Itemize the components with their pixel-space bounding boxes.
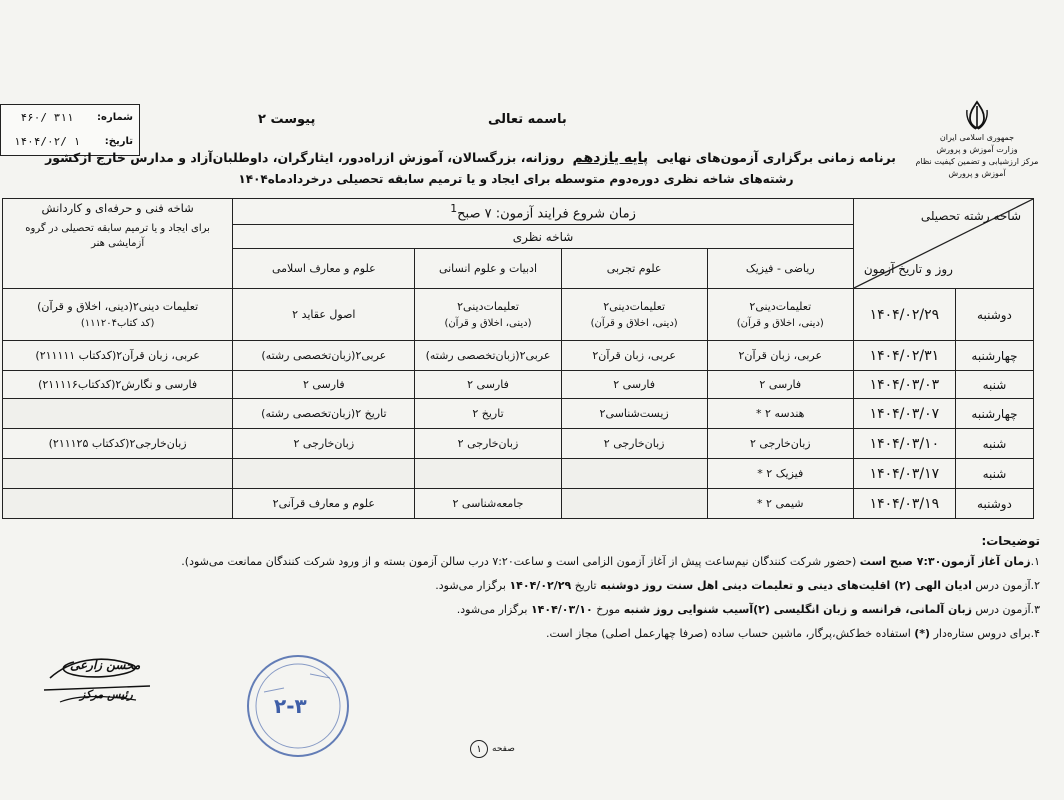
iran-emblem-icon (964, 100, 990, 130)
note-2-num: ۲. (1030, 579, 1040, 592)
note-3-a: آزمون درس (975, 603, 1031, 616)
signer-title: رئیس مرکز (80, 688, 133, 701)
date-label: تاریخ: (104, 135, 133, 147)
experimental-cell: عربی، زبان قرآن۲ (561, 341, 707, 371)
start-time-text: زمان شروع فرایند آزمون: ۷ صبح (457, 206, 636, 222)
signer-name: محسن زارعی (70, 658, 141, 672)
math-cell (707, 289, 853, 341)
date-cell: ۱۴۰۴/۰۳/۱۰ (853, 429, 955, 459)
math-cell: فیزیک ۲ * (707, 459, 853, 489)
math-subject: تعلیمات‌دینی۲ (749, 299, 812, 313)
note-4-a: برای دروس ستاره‌دار (933, 627, 1031, 640)
col-header-math: ریاضی - فیزیک (707, 249, 853, 289)
table-row (3, 289, 1034, 341)
literature-cell: عربی۲(زبان‌تخصصی رشته) (415, 341, 561, 371)
start-time-footnote: 1 (450, 201, 458, 215)
islamic-cell: فارسی ۲ (233, 371, 415, 399)
lit-subject-sub: (دینی، اخلاق و قرآن) (444, 317, 532, 329)
day-cell: شنبه (955, 429, 1033, 459)
note-2-d: ۱۴۰۴/۰۲/۲۹ (509, 579, 572, 592)
note-1 (60, 550, 1040, 574)
lit-subject: تعلیمات‌دینی۲ (457, 299, 519, 313)
date-value: ۱۴۰۴/۰۲/ ۱ (13, 134, 81, 148)
note-2-a: آزمون درس (975, 579, 1031, 592)
tech-cell (3, 459, 233, 489)
page-number (470, 740, 515, 758)
letter-number-box (0, 104, 140, 156)
diag-bottom-label: روز و تاریخ آزمون (863, 262, 953, 276)
date-cell: ۱۴۰۴/۰۳/۰۳ (853, 371, 955, 399)
title-before: برنامه زمانی برگزاری آزمون‌های نهایی (656, 150, 896, 165)
literature-cell (415, 459, 561, 489)
note-4-b: (*) (914, 627, 931, 640)
page-number-circle: ۱ (470, 740, 488, 758)
experimental-cell (561, 459, 707, 489)
note-3-num: ۳. (1030, 603, 1040, 616)
tech-cell (3, 489, 233, 519)
tech-branch-header (3, 199, 233, 289)
number-row (1, 105, 139, 129)
table-row (3, 429, 1034, 459)
islamic-cell: علوم و معارف قرآنی۲ (233, 489, 415, 519)
literature-cell: تاریخ ۲ (415, 399, 561, 429)
date-cell: ۱۴۰۴/۰۲/۲۹ (853, 289, 955, 341)
emblem-line-1: جمهوری اسلامی ایران (939, 133, 1015, 142)
tech-cell (3, 399, 233, 429)
note-1-num: ۱. (1030, 555, 1040, 568)
literature-cell: جامعه‌شناسی ۲ (415, 489, 561, 519)
attachment-label: پیوست ۲ (258, 112, 316, 127)
tech-cell: عربی، زبان قرآن۲(کدکتاب ۲۱۱۱۱۱) (3, 341, 233, 371)
math-cell: عربی، زبان قرآن۲ (707, 341, 853, 371)
emblem-line-2: وزارت آموزش و پرورش (936, 145, 1018, 154)
col-header-literature: ادبیات و علوم انسانی (415, 249, 561, 289)
literature-cell (415, 289, 561, 341)
note-3-d: ۱۴۰۴/۰۳/۱۰ (530, 603, 593, 616)
islamic-cell: زبان‌خارجی ۲ (233, 429, 415, 459)
date-cell: ۱۴۰۴/۰۳/۱۷ (853, 459, 955, 489)
day-cell: شنبه (955, 459, 1033, 489)
note-4-c: استفاده خط‌کش،پرگار، ماشین حساب ساده (صرفا چهارعمل اصلی) مجاز است. (545, 627, 911, 640)
math-cell: زبان‌خارجی ۲ (707, 429, 853, 459)
tech-subject-sub: (کد کتاب۱۱۱۲۰۴) (80, 317, 155, 329)
table-row (3, 341, 1034, 371)
date-cell: ۱۴۰۴/۰۳/۰۷ (853, 399, 955, 429)
islamic-cell: عربی۲(زبان‌تخصصی رشته) (233, 341, 415, 371)
note-1-rest: (حضور شرکت کنندگان نیم‌ساعت پیش از آغاز آزمون الزامی است و ساعت۷:۲۰ درب سالن آزمون بسته و از ورود شرکت کنندگان ممانعت می‌شود). (181, 555, 857, 568)
diag-top-label: شاخه رشته تحصیلی (920, 209, 1021, 223)
day-cell: چهارشنبه (955, 341, 1033, 371)
tech-subject: تعلیمات دینی۲(دینی، اخلاق و قرآن) (37, 299, 199, 313)
exp-subject-sub: (دینی، اخلاق و قرآن) (590, 317, 678, 329)
math-cell: شیمی ۲ * (707, 489, 853, 519)
note-3-e: برگزار می‌شود. (456, 603, 528, 616)
note-3-b: زبان آلمانی، فرانسه و زبان انگلیسی (۲)آسیب شنوایی روز شنبه (623, 603, 972, 616)
day-cell: دوشنبه (955, 289, 1033, 341)
document-subtitle: رشته‌های شاخه نظری دوره‌دوم متوسطه برای ایجاد و یا ترمیم سابقه تحصیلی درخردادماه۱۴۰۴ (238, 172, 794, 186)
emblem-line-3: مرکز ارزشیابی و تضمین کیفیت نظام (915, 157, 1039, 166)
start-time-header (233, 199, 854, 225)
title-after: روزانه، بزرگسالان، آموزش ازراه‌دور، ایثارگران، داوطلبان‌آزاد و مدارس خارج ازکشور (45, 150, 565, 165)
note-2-e: برگزار می‌شود. (435, 579, 506, 592)
col-header-islamic: علوم و معارف اسلامی (233, 249, 415, 289)
diagonal-header-cell (853, 199, 1033, 289)
basmala: باسمه تعالی (488, 112, 567, 127)
experimental-cell (561, 489, 707, 519)
math-cell: فارسی ۲ (707, 371, 853, 399)
literature-cell: زبان‌خارجی ۲ (415, 429, 561, 459)
exp-subject: تعلیمات‌دینی۲ (603, 299, 666, 313)
number-label: شماره: (97, 111, 133, 123)
stamp-text: ۲-۳ (274, 694, 307, 718)
ministry-emblem-block (902, 100, 1052, 180)
date-cell: ۱۴۰۴/۰۲/۳۱ (853, 341, 955, 371)
signature-block (40, 650, 180, 720)
note-2 (60, 574, 1040, 598)
exam-schedule-table (2, 198, 1034, 519)
table-row (3, 371, 1034, 399)
math-cell: هندسه ۲ * (707, 399, 853, 429)
theory-branch-header: شاخه نظری (233, 225, 854, 249)
table-row (3, 459, 1034, 489)
title-grade: پایه یازدهم (572, 150, 649, 166)
experimental-cell (561, 289, 707, 341)
isl-subject: اصول عقاید ۲ (292, 308, 356, 321)
document-title (45, 150, 896, 166)
page-label: صفحه (492, 744, 515, 754)
tech-branch-title: شاخه فنی و حرفه‌ای و کاردانش (41, 201, 194, 215)
experimental-cell: زبان‌خارجی ۲ (561, 429, 707, 459)
table-row (3, 489, 1034, 519)
emblem-line-4: آموزش و پرورش (948, 169, 1006, 178)
notes-section (60, 532, 1040, 646)
note-4 (60, 622, 1040, 646)
islamic-cell (233, 289, 415, 341)
day-cell: دوشنبه (955, 489, 1033, 519)
col-header-experimental: علوم تجربی (561, 249, 707, 289)
note-3-c: مورخ (596, 603, 621, 616)
notes-title: توضیحات: (981, 534, 1040, 548)
day-cell: چهارشنبه (955, 399, 1033, 429)
tech-branch-note: برای ایجاد و یا ترمیم سابقه تحصیلی در گروه آزمایشی هنر (25, 223, 210, 249)
literature-cell: فارسی ۲ (415, 371, 561, 399)
tech-cell (3, 289, 233, 341)
math-subject-sub: (دینی، اخلاق و قرآن) (736, 317, 824, 329)
table-row (3, 399, 1034, 429)
note-2-b: ادیان الهی (۲) اقلیت‌های دینی و تعلیمات دینی اهل سنت روز دوشنبه (600, 579, 972, 592)
note-3 (60, 598, 1040, 622)
official-stamp (244, 652, 352, 760)
experimental-cell: فارسی ۲ (561, 371, 707, 399)
day-cell: شنبه (955, 371, 1033, 399)
note-4-num: ۴. (1030, 627, 1040, 640)
date-cell: ۱۴۰۴/۰۳/۱۹ (853, 489, 955, 519)
note-2-c: تاریخ (574, 579, 597, 592)
experimental-cell: زیست‌شناسی۲ (561, 399, 707, 429)
islamic-cell (233, 459, 415, 489)
number-value: ۴۶۰/ ۳۱۱ (20, 110, 74, 124)
note-1-bold: زمان آغاز آزمون۷:۳۰ صبح است (859, 555, 1031, 568)
islamic-cell: تاریخ ۲(زبان‌تخصصی رشته) (233, 399, 415, 429)
tech-cell: فارسی و نگارش۲(کدکتاب۲۱۱۱۱۶) (3, 371, 233, 399)
tech-cell: زبان‌خارجی۲(کدکتاب ۲۱۱۱۲۵) (3, 429, 233, 459)
